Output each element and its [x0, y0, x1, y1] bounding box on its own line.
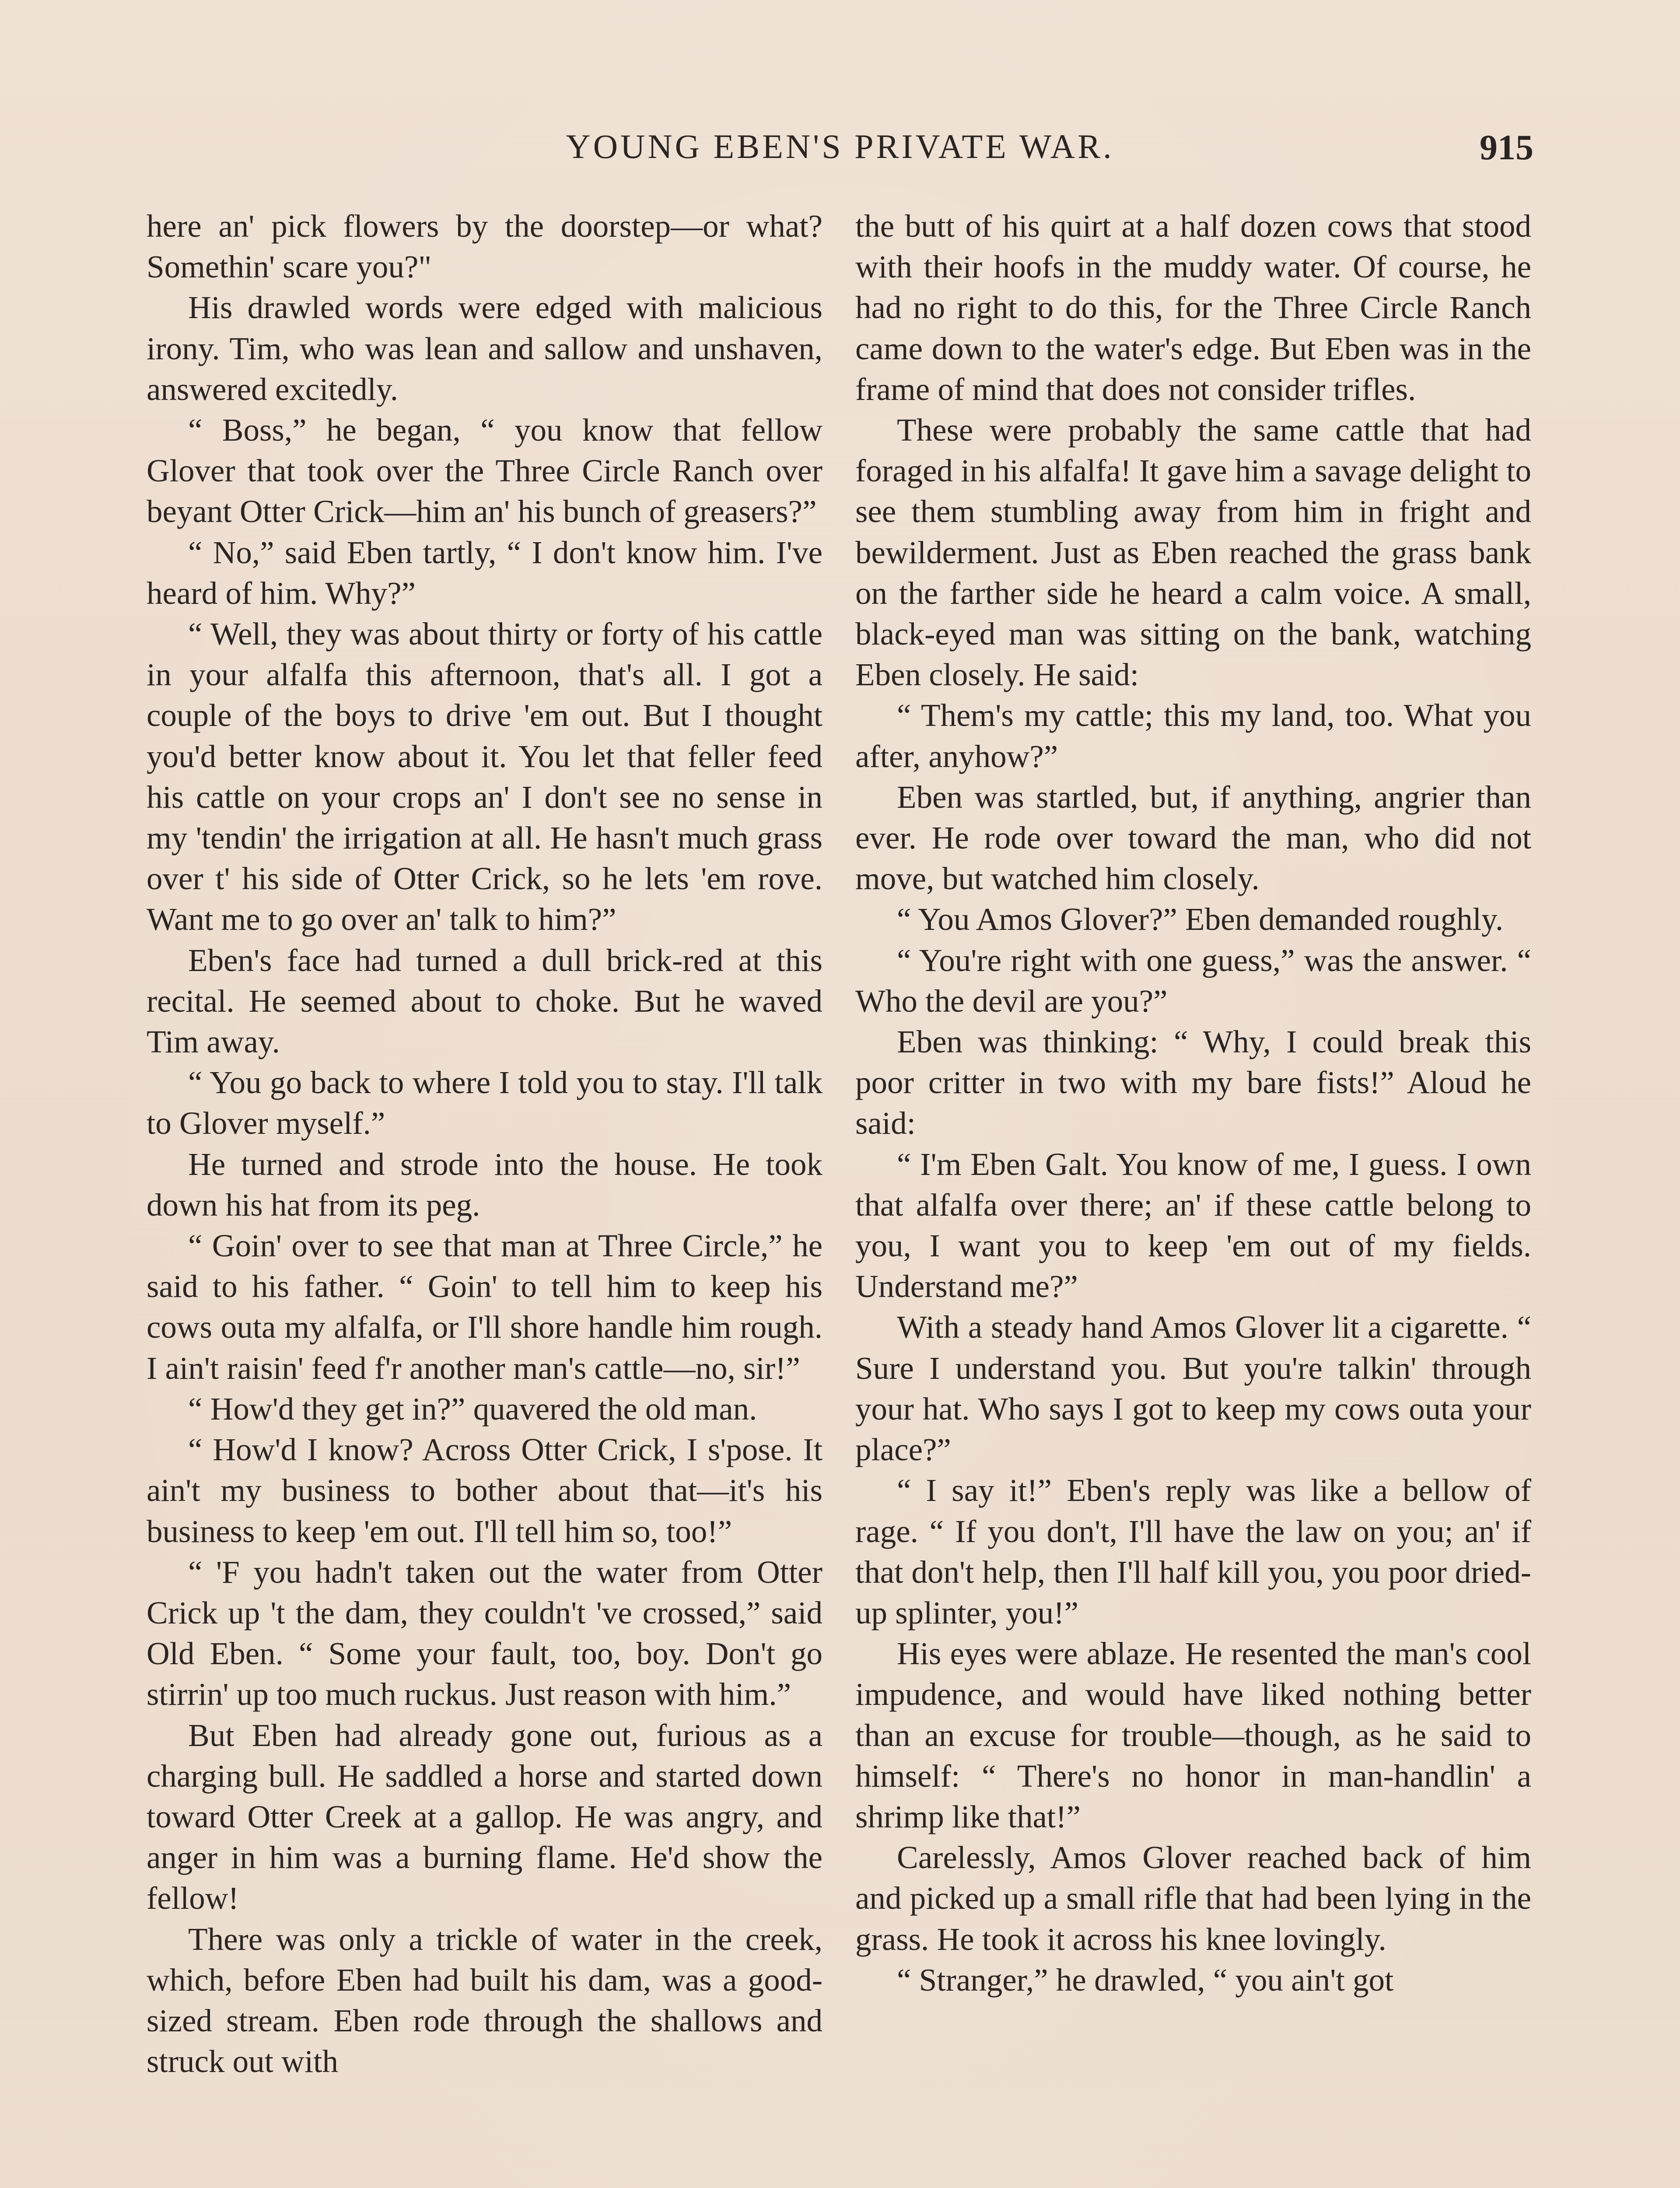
- paragraph: His drawled words were edged with malicious irony. Tim, who was lean and sallow and unshaven, answered excitedly.: [147, 290, 822, 407]
- paragraph: “ No,” said Eben tartly, “ I don't know him. I've heard of him. Why?”: [147, 534, 822, 611]
- paragraph: Eben's face had turned a dull brick-red at this recital. He seemed about to choke. But he waved Tim away.: [147, 942, 822, 1060]
- paragraph: “ Stranger,” he drawled, “ you ain't got: [897, 1962, 1394, 1998]
- paragraph: “ Goin' over to see that man at Three Circle,” he said to his father. “ Goin' to tell him to keep his cows outa my alfalfa, or I'll shore handle him rough. I ain't raisin' feed f'r another man's cattle—no, sir!”: [147, 1228, 822, 1386]
- left-column: [147, 206, 822, 2082]
- paragraph: “ 'F you hadn't taken out the water from Otter Crick up 't the dam, they couldn't 've crossed,” said Old Eben. “ Some your fault, too, boy. Don't go stirrin' up too much ruckus. Just reason with him.”: [147, 1554, 822, 1712]
- paragraph: “ Boss,” he began, “ you know that fellow Glover that took over the Three Circle Ranch over beyant Otter Crick—him an' his bunch of greasers?”: [147, 412, 822, 529]
- paragraph: Eben was thinking: “ Why, I could break this poor critter in two with my bare fists!” Aloud he said:: [855, 1024, 1531, 1141]
- paragraph: There was only a trickle of water in the creek, which, before Eben had built his dam, was a good-sized stream. Eben rode through the shallows and struck out with: [147, 1921, 822, 2079]
- paragraph: “ How'd they get in?” quavered the old man.: [188, 1391, 757, 1427]
- right-column: [855, 206, 1531, 2000]
- paragraph: With a steady hand Amos Glover lit a cigarette. “ Sure I understand you. But you're talkin' through your hat. Who says I got to keep my cows outa your place?”: [855, 1309, 1531, 1468]
- paragraph: “ I'm Eben Galt. You know of me, I guess. I own that alfalfa over there; an' if these cattle belong to you, I want you to keep 'em out of my fields. Understand me?”: [855, 1146, 1531, 1304]
- paragraph: Carelessly, Amos Glover reached back of him and picked up a small rifle that had been lying in the grass. He took it across his knee lovingly.: [855, 1840, 1531, 1957]
- running-title: YOUNG EBEN'S PRIVATE WAR.: [566, 127, 1114, 165]
- paragraph: His eyes were ablaze. He resented the man's cool impudence, and would have liked nothing better than an excuse for trouble—though, as he said to himself: “ There's no honor in man-handlin' a shrimp like that!”: [855, 1636, 1531, 1834]
- paragraph: He turned and strode into the house. He took down his hat from its peg.: [147, 1146, 822, 1223]
- paragraph: “ Them's my cattle; this my land, too. What you after, anyhow?”: [855, 698, 1531, 774]
- paragraph: Eben was startled, but, if anything, angrier than ever. He rode over toward the man, who did not move, but watched him closely.: [855, 779, 1531, 897]
- paragraph: “ You're right with one guess,” was the answer. “ Who the devil are you?”: [855, 942, 1531, 1019]
- paragraph: “ You go back to where I told you to stay. I'll talk to Glover myself.”: [147, 1065, 822, 1141]
- page-number: 915: [1480, 127, 1533, 167]
- paragraph: “ You Amos Glover?” Eben demanded roughly.: [897, 901, 1504, 937]
- paragraph: But Eben had already gone out, furious as a charging bull. He saddled a horse and started down toward Otter Creek at a gallop. He was angry, and anger in him was a burning flame. He'd show the fellow!: [147, 1717, 822, 1916]
- paragraph: “ Well, they was about thirty or forty of his cattle in your alfalfa this afternoon, that's all. I got a couple of the boys to drive 'em out. But I thought you'd better know about it. You let that feller feed his cattle on your crops an' I don't see no sense in my 'tendin' the irrigation at all. He hasn't much grass over t' his side of Otter Crick, so he lets 'em rove. Want me to go over an' talk to him?”: [147, 616, 822, 937]
- page-header: [147, 127, 1533, 175]
- paragraph: “ How'd I know? Across Otter Crick, I s'pose. It ain't my business to bother about that—it's his business to keep 'em out. I'll tell him so, too!”: [147, 1432, 822, 1549]
- paragraph: “ I say it!” Eben's reply was like a bellow of rage. “ If you don't, I'll have the law on you; an' if that don't help, then I'll half kill you, you poor dried-up splinter, you!”: [855, 1473, 1531, 1630]
- paragraph: the butt of his quirt at a half dozen cows that stood with their hoofs in the muddy water. Of course, he had no right to do this, for the Three Circle Ranch came down to the water's edge. But Eben was in the frame of mind that does not consider trifles.: [855, 208, 1531, 407]
- paragraph: here an' pick flowers by the doorstep—or what? Somethin' scare you?": [147, 208, 822, 285]
- paragraph: These were probably the same cattle that had foraged in his alfalfa! It gave him a savage delight to see them stumbling away from him in fright and bewilderment. Just as Eben reached the grass bank on the farther side he heard a calm voice. A small, black-eyed man was sitting on the bank, watching Eben closely. He said:: [855, 412, 1531, 693]
